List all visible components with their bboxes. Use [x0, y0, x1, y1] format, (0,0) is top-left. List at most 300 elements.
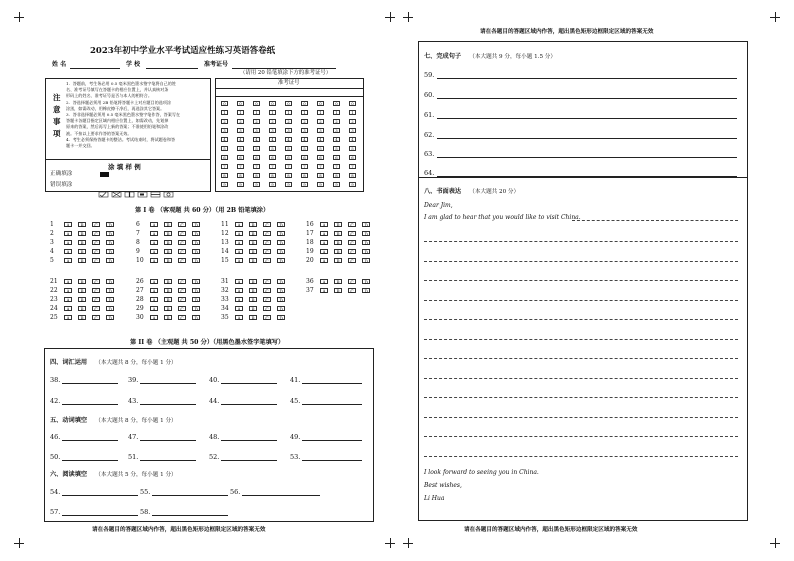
choice-bubble[interactable]: C: [348, 231, 356, 237]
choice-bubble[interactable]: A: [150, 231, 158, 237]
choice-bubble[interactable]: C: [178, 231, 186, 237]
question-number: 25: [50, 314, 58, 321]
exam-digit-bubble[interactable]: 4: [285, 137, 292, 142]
choice-bubble[interactable]: B: [78, 222, 86, 228]
exam-digit-bubble[interactable]: 4: [237, 137, 244, 142]
choice-bubble[interactable]: C: [92, 222, 100, 228]
choice-bubble[interactable]: B: [164, 258, 172, 264]
exam-digit-bubble[interactable]: 3: [317, 128, 324, 133]
blank-45[interactable]: [302, 404, 362, 405]
exam-digit-bubble[interactable]: 9: [269, 182, 276, 187]
exam-digit-bubble[interactable]: 3: [349, 128, 356, 133]
choice-bubble[interactable]: C: [92, 231, 100, 237]
choice-bubble[interactable]: A: [64, 279, 72, 285]
choice-bubble[interactable]: A: [235, 222, 243, 228]
writing-line[interactable]: [424, 300, 738, 301]
exam-digit-bubble[interactable]: 3: [333, 128, 340, 133]
writing-line[interactable]: [424, 417, 738, 418]
choice-bubble[interactable]: A: [64, 315, 72, 321]
blank-42[interactable]: [62, 404, 118, 405]
registration-mark: [770, 538, 780, 548]
choice-bubble[interactable]: D: [106, 258, 114, 264]
choice-bubble[interactable]: D: [362, 258, 370, 264]
choice-bubble[interactable]: B: [164, 249, 172, 255]
choice-bubble[interactable]: D: [277, 306, 285, 312]
choice-bubble[interactable]: B: [164, 279, 172, 285]
writing-line[interactable]: [424, 456, 738, 457]
choice-bubble[interactable]: D: [106, 222, 114, 228]
exam-digit-bubble[interactable]: 9: [221, 182, 228, 187]
choice-bubble[interactable]: B: [164, 315, 172, 321]
choice-bubble[interactable]: C: [263, 306, 271, 312]
writing-line[interactable]: [424, 339, 738, 340]
choice-bubble[interactable]: D: [362, 249, 370, 255]
choice-bubble[interactable]: A: [235, 249, 243, 255]
exam-digit-bubble[interactable]: 7: [333, 164, 340, 169]
exam-digit-bubble[interactable]: 5: [285, 146, 292, 151]
choice-bubble[interactable]: A: [150, 249, 158, 255]
exam-digit-bubble[interactable]: 3: [301, 128, 308, 133]
exam-digit-bubble[interactable]: 7: [221, 164, 228, 169]
exam-digit-bubble[interactable]: 3: [269, 128, 276, 133]
question-number: 14: [221, 248, 229, 255]
exam-digit-bubble[interactable]: 7: [253, 164, 260, 169]
choice-bubble[interactable]: D: [192, 240, 200, 246]
choice-bubble[interactable]: C: [263, 240, 271, 246]
choice-bubble[interactable]: A: [235, 288, 243, 294]
exam-digit-bubble[interactable]: 3: [221, 128, 228, 133]
choice-bubble[interactable]: B: [249, 279, 257, 285]
choice-bubble[interactable]: D: [277, 288, 285, 294]
exam-digit-bubble[interactable]: 8: [317, 173, 324, 178]
choice-bubble[interactable]: A: [235, 279, 243, 285]
choice-bubble[interactable]: D: [362, 222, 370, 228]
choice-bubble[interactable]: D: [277, 249, 285, 255]
choice-bubble[interactable]: D: [106, 297, 114, 303]
exam-digit-bubble[interactable]: 4: [349, 137, 356, 142]
exam-digit-bubble[interactable]: 5: [317, 146, 324, 151]
choice-bubble[interactable]: B: [78, 297, 86, 303]
writing-line[interactable]: [424, 397, 738, 398]
choice-bubble[interactable]: D: [277, 258, 285, 264]
choice-bubble[interactable]: C: [178, 306, 186, 312]
choice-bubble[interactable]: A: [320, 258, 328, 264]
blank-55[interactable]: [152, 495, 228, 496]
choice-bubble[interactable]: C: [348, 258, 356, 264]
exam-digit-bubble[interactable]: 1: [269, 110, 276, 115]
exam-digit-bubble[interactable]: 0: [221, 101, 228, 106]
choice-bubble[interactable]: B: [334, 258, 342, 264]
sentence-59[interactable]: [437, 78, 737, 79]
exam-digit-bubble[interactable]: 6: [317, 155, 324, 160]
exam-digit-bubble[interactable]: 8: [221, 173, 228, 178]
choice-bubble[interactable]: B: [78, 306, 86, 312]
choice-bubble[interactable]: D: [106, 249, 114, 255]
choice-bubble[interactable]: B: [334, 231, 342, 237]
name-label: 姓 名: [52, 61, 67, 68]
sentence-64[interactable]: [437, 176, 737, 177]
choice-bubble[interactable]: B: [164, 297, 172, 303]
choice-bubble[interactable]: C: [263, 258, 271, 264]
blank-39[interactable]: [140, 383, 196, 384]
exam-digit-bubble[interactable]: 0: [301, 101, 308, 106]
exam-digit-bubble[interactable]: 8: [269, 173, 276, 178]
choice-bubble[interactable]: A: [150, 222, 158, 228]
blank-57[interactable]: [62, 515, 138, 516]
exam-digit-bubble[interactable]: 6: [349, 155, 356, 160]
exam-digit-bubble[interactable]: 8: [237, 173, 244, 178]
choice-bubble[interactable]: C: [263, 231, 271, 237]
choice-bubble[interactable]: B: [78, 240, 86, 246]
choice-bubble[interactable]: B: [334, 279, 342, 285]
exam-digit-bubble[interactable]: 7: [269, 164, 276, 169]
choice-bubble[interactable]: B: [78, 315, 86, 321]
exam-digit-bubble[interactable]: 4: [317, 137, 324, 142]
choice-bubble[interactable]: D: [192, 258, 200, 264]
choice-bubble[interactable]: A: [150, 240, 158, 246]
exam-digit-bubble[interactable]: 5: [301, 146, 308, 151]
choice-bubble[interactable]: C: [178, 222, 186, 228]
sentence-62[interactable]: [437, 138, 737, 139]
exam-digit-bubble[interactable]: 6: [253, 155, 260, 160]
choice-bubble[interactable]: C: [348, 279, 356, 285]
choice-bubble[interactable]: B: [164, 288, 172, 294]
choice-bubble[interactable]: A: [64, 240, 72, 246]
exam-number-field[interactable]: [232, 68, 336, 69]
exam-digit-bubble[interactable]: 9: [237, 182, 244, 187]
choice-bubble[interactable]: C: [178, 258, 186, 264]
choice-bubble[interactable]: C: [263, 288, 271, 294]
blank-48[interactable]: [221, 440, 277, 441]
exam-digit-bubble[interactable]: 2: [269, 119, 276, 124]
choice-bubble[interactable]: D: [362, 240, 370, 246]
choice-bubble[interactable]: A: [320, 288, 328, 294]
exam-digit-bubble[interactable]: 1: [285, 110, 292, 115]
choice-bubble[interactable]: C: [348, 240, 356, 246]
wrong-fill-samples: [98, 183, 188, 202]
exam-digit-bubble[interactable]: 6: [301, 155, 308, 160]
exam-digit-bubble[interactable]: 3: [285, 128, 292, 133]
choice-bubble[interactable]: A: [320, 240, 328, 246]
writing-line[interactable]: [424, 436, 738, 437]
choice-bubble[interactable]: C: [348, 249, 356, 255]
choice-bubble[interactable]: C: [178, 240, 186, 246]
choice-bubble[interactable]: B: [249, 306, 257, 312]
exam-digit-bubble[interactable]: 5: [333, 146, 340, 151]
exam-digit-bubble[interactable]: 6: [333, 155, 340, 160]
exam-digit-bubble[interactable]: 2: [301, 119, 308, 124]
exam-digit-bubble[interactable]: 0: [317, 101, 324, 106]
blank-50-label: 50.: [50, 453, 61, 461]
exam-digit-bubble[interactable]: 9: [253, 182, 260, 187]
choice-bubble[interactable]: A: [150, 288, 158, 294]
choice-bubble[interactable]: A: [150, 315, 158, 321]
choice-bubble[interactable]: B: [164, 240, 172, 246]
exam-digit-bubble[interactable]: 0: [253, 101, 260, 106]
exam-digit-bubble[interactable]: 1: [253, 110, 260, 115]
exam-digit-bubble[interactable]: 4: [253, 137, 260, 142]
choice-bubble[interactable]: D: [362, 279, 370, 285]
choice-bubble[interactable]: D: [277, 240, 285, 246]
choice-bubble[interactable]: C: [178, 249, 186, 255]
question-number: 22: [50, 287, 58, 294]
choice-bubble[interactable]: B: [334, 222, 342, 228]
choice-bubble[interactable]: D: [192, 306, 200, 312]
sentence-60[interactable]: [437, 98, 737, 99]
notice-text: [66, 82, 208, 148]
writing-line[interactable]: [424, 241, 738, 242]
choice-bubble[interactable]: B: [249, 258, 257, 264]
choice-bubble[interactable]: A: [150, 279, 158, 285]
choice-bubble[interactable]: D: [192, 279, 200, 285]
school-field[interactable]: [146, 68, 198, 69]
choice-bubble[interactable]: D: [106, 240, 114, 246]
choice-bubble[interactable]: A: [64, 306, 72, 312]
exam-digit-bubble[interactable]: 6: [237, 155, 244, 160]
blank-46[interactable]: [62, 440, 118, 441]
exam-digit-bubble[interactable]: 4: [221, 137, 228, 142]
choice-bubble[interactable]: D: [362, 231, 370, 237]
blank-52[interactable]: [221, 460, 277, 461]
exam-digit-bubble[interactable]: 8: [333, 173, 340, 178]
choice-bubble[interactable]: D: [277, 231, 285, 237]
choice-bubble[interactable]: D: [277, 297, 285, 303]
exam-digit-bubble[interactable]: 5: [269, 146, 276, 151]
choice-bubble[interactable]: D: [192, 249, 200, 255]
exam-digit-bubble[interactable]: 2: [285, 119, 292, 124]
exam-digit-bubble[interactable]: 5: [237, 146, 244, 151]
exam-digit-bubble[interactable]: 2: [333, 119, 340, 124]
choice-bubble[interactable]: C: [178, 279, 186, 285]
blank-51[interactable]: [140, 460, 196, 461]
choice-bubble[interactable]: D: [192, 288, 200, 294]
exam-digit-bubble[interactable]: 8: [349, 173, 356, 178]
choice-bubble[interactable]: A: [64, 258, 72, 264]
exam-digit-bubble[interactable]: 1: [237, 110, 244, 115]
blank-53[interactable]: [302, 460, 362, 461]
blank-41[interactable]: [302, 383, 362, 384]
exam-digit-bubble[interactable]: 7: [349, 164, 356, 169]
blank-50[interactable]: [62, 460, 118, 461]
question-number: 34: [221, 305, 229, 312]
choice-bubble[interactable]: A: [150, 297, 158, 303]
choice-bubble[interactable]: D: [277, 315, 285, 321]
choice-bubble[interactable]: C: [92, 249, 100, 255]
choice-bubble[interactable]: A: [235, 240, 243, 246]
choice-bubble[interactable]: A: [64, 297, 72, 303]
exam-digit-bubble[interactable]: 5: [349, 146, 356, 151]
choice-bubble[interactable]: C: [263, 249, 271, 255]
choice-bubble[interactable]: C: [178, 288, 186, 294]
exam-digit-bubble[interactable]: 0: [333, 101, 340, 106]
writing-line[interactable]: [424, 358, 738, 359]
choice-bubble[interactable]: B: [249, 249, 257, 255]
choice-bubble[interactable]: B: [249, 231, 257, 237]
writing-line[interactable]: [424, 261, 738, 262]
blank-47[interactable]: [140, 440, 196, 441]
choice-bubble[interactable]: A: [320, 231, 328, 237]
notice-line: 题卡一并交回。: [66, 142, 95, 148]
choice-bubble[interactable]: C: [178, 315, 186, 321]
exam-digit-bubble[interactable]: 9: [317, 182, 324, 187]
exam-digit-bubble[interactable]: 2: [317, 119, 324, 124]
exam-digit-bubble[interactable]: 4: [333, 137, 340, 142]
exam-digit-bubble[interactable]: 1: [349, 110, 356, 115]
registration-mark: [385, 538, 395, 548]
exam-digit-bubble[interactable]: 1: [317, 110, 324, 115]
sentence-61[interactable]: [437, 118, 737, 119]
exam-digit-bubble[interactable]: 3: [253, 128, 260, 133]
choice-bubble[interactable]: C: [92, 315, 100, 321]
choice-bubble[interactable]: D: [106, 306, 114, 312]
exam-digit-bubble[interactable]: 8: [285, 173, 292, 178]
exam-digit-bubble[interactable]: 0: [285, 101, 292, 106]
choice-bubble[interactable]: A: [150, 306, 158, 312]
choice-bubble[interactable]: A: [320, 279, 328, 285]
choice-bubble[interactable]: A: [64, 249, 72, 255]
choice-bubble[interactable]: D: [192, 222, 200, 228]
letter-greeting: Dear Jim,: [424, 202, 453, 209]
blank-56[interactable]: [242, 495, 320, 496]
exam-digit-bubble[interactable]: 2: [253, 119, 260, 124]
choice-bubble[interactable]: C: [263, 315, 271, 321]
choice-bubble[interactable]: C: [178, 297, 186, 303]
choice-bubble[interactable]: C: [263, 279, 271, 285]
exam-digit-bubble[interactable]: 6: [285, 155, 292, 160]
exam-digit-bubble[interactable]: 9: [349, 182, 356, 187]
choice-bubble[interactable]: D: [192, 315, 200, 321]
choice-bubble[interactable]: B: [334, 288, 342, 294]
question-number: 9: [136, 248, 140, 255]
blank-49[interactable]: [302, 440, 362, 441]
choice-bubble[interactable]: C: [92, 258, 100, 264]
exam-digit-bubble[interactable]: 9: [333, 182, 340, 187]
choice-bubble[interactable]: B: [164, 306, 172, 312]
choice-bubble[interactable]: B: [164, 222, 172, 228]
choice-bubble[interactable]: B: [78, 231, 86, 237]
choice-bubble[interactable]: B: [78, 258, 86, 264]
choice-bubble[interactable]: C: [92, 297, 100, 303]
notice-line: 答题卡各题目指定区域内相应位置上，如需改动，先划掉: [66, 118, 169, 124]
choice-bubble[interactable]: C: [92, 306, 100, 312]
choice-bubble[interactable]: A: [150, 258, 158, 264]
correct-fill-sample: [100, 172, 109, 177]
exam-digit-bubble[interactable]: 7: [237, 164, 244, 169]
choice-bubble[interactable]: A: [320, 222, 328, 228]
writing-line[interactable]: [424, 280, 738, 281]
question-number: 16: [306, 221, 314, 228]
exam-digit-bubble[interactable]: 5: [253, 146, 260, 151]
choice-bubble[interactable]: D: [277, 279, 285, 285]
choice-bubble[interactable]: C: [92, 279, 100, 285]
choice-bubble[interactable]: D: [106, 288, 114, 294]
notice-line: 2．答选择题必须用 2B 铅笔将答题卡上对应题目的选项涂: [66, 99, 171, 105]
blank-54[interactable]: [62, 495, 138, 496]
choice-bubble[interactable]: A: [235, 231, 243, 237]
choice-bubble[interactable]: D: [362, 288, 370, 294]
exam-digit-bubble[interactable]: 2: [237, 119, 244, 124]
choice-bubble[interactable]: D: [106, 279, 114, 285]
exam-digit-bubble[interactable]: 7: [301, 164, 308, 169]
choice-bubble[interactable]: A: [235, 315, 243, 321]
exam-digit-bubble[interactable]: 3: [237, 128, 244, 133]
exam-digit-bubble[interactable]: 5: [221, 146, 228, 151]
blank-58[interactable]: [152, 515, 228, 516]
choice-bubble[interactable]: D: [277, 222, 285, 228]
choice-bubble[interactable]: C: [92, 288, 100, 294]
choice-bubble[interactable]: A: [64, 231, 72, 237]
choice-bubble[interactable]: B: [249, 288, 257, 294]
exam-digit-bubble[interactable]: 1: [333, 110, 340, 115]
exam-digit-bubble[interactable]: 8: [253, 173, 260, 178]
choice-bubble[interactable]: B: [334, 249, 342, 255]
choice-bubble[interactable]: C: [348, 222, 356, 228]
choice-bubble[interactable]: B: [249, 297, 257, 303]
choice-bubble[interactable]: C: [263, 222, 271, 228]
exam-digit-bubble[interactable]: 6: [269, 155, 276, 160]
exam-digit-bubble[interactable]: 1: [221, 110, 228, 115]
exam-digit-bubble[interactable]: 0: [269, 101, 276, 106]
choice-bubble[interactable]: D: [106, 231, 114, 237]
choice-bubble[interactable]: B: [334, 240, 342, 246]
choice-bubble[interactable]: B: [78, 288, 86, 294]
choice-bubble[interactable]: D: [192, 231, 200, 237]
choice-bubble[interactable]: A: [235, 258, 243, 264]
choice-bubble[interactable]: A: [235, 306, 243, 312]
exam-digit-bubble[interactable]: 2: [349, 119, 356, 124]
name-field[interactable]: [70, 68, 120, 69]
blank-43[interactable]: [140, 404, 196, 405]
choice-bubble[interactable]: B: [249, 240, 257, 246]
sentence-63[interactable]: [437, 157, 737, 158]
choice-bubble[interactable]: C: [263, 297, 271, 303]
exam-number-grid-header: [215, 88, 364, 97]
choice-bubble[interactable]: A: [64, 222, 72, 228]
exam-digit-bubble[interactable]: 4: [269, 137, 276, 142]
choice-bubble[interactable]: A: [320, 249, 328, 255]
blank-40[interactable]: [221, 383, 277, 384]
exam-digit-bubble[interactable]: 0: [349, 101, 356, 106]
exam-digit-bubble[interactable]: 9: [285, 182, 292, 187]
choice-bubble[interactable]: D: [106, 315, 114, 321]
exam-digit-bubble[interactable]: 7: [317, 164, 324, 169]
exam-digit-bubble[interactable]: 9: [301, 182, 308, 187]
blank-38[interactable]: [62, 383, 118, 384]
choice-bubble[interactable]: B: [249, 315, 257, 321]
writing-line[interactable]: [424, 378, 738, 379]
exam-digit-bubble[interactable]: 6: [221, 155, 228, 160]
exam-digit-bubble[interactable]: 1: [301, 110, 308, 115]
choice-bubble[interactable]: D: [192, 297, 200, 303]
choice-bubble[interactable]: A: [64, 288, 72, 294]
choice-bubble[interactable]: B: [164, 231, 172, 237]
notice-line: 原来的答案，然后再写上新的答案；不准使用铅笔和涂改: [66, 124, 169, 130]
choice-bubble[interactable]: B: [78, 249, 86, 255]
exam-digit-bubble[interactable]: 8: [301, 173, 308, 178]
writing-line[interactable]: [424, 319, 738, 320]
exam-digit-bubble[interactable]: 0: [237, 101, 244, 106]
exam-digit-bubble[interactable]: 7: [285, 164, 292, 169]
choice-bubble[interactable]: C: [92, 240, 100, 246]
writing-line[interactable]: [572, 220, 738, 221]
choice-bubble[interactable]: C: [348, 288, 356, 294]
exam-digit-bubble[interactable]: 4: [301, 137, 308, 142]
choice-bubble[interactable]: B: [249, 222, 257, 228]
choice-bubble[interactable]: A: [235, 297, 243, 303]
blank-44[interactable]: [221, 404, 277, 405]
choice-bubble[interactable]: B: [78, 279, 86, 285]
exam-digit-bubble[interactable]: 2: [221, 119, 228, 124]
